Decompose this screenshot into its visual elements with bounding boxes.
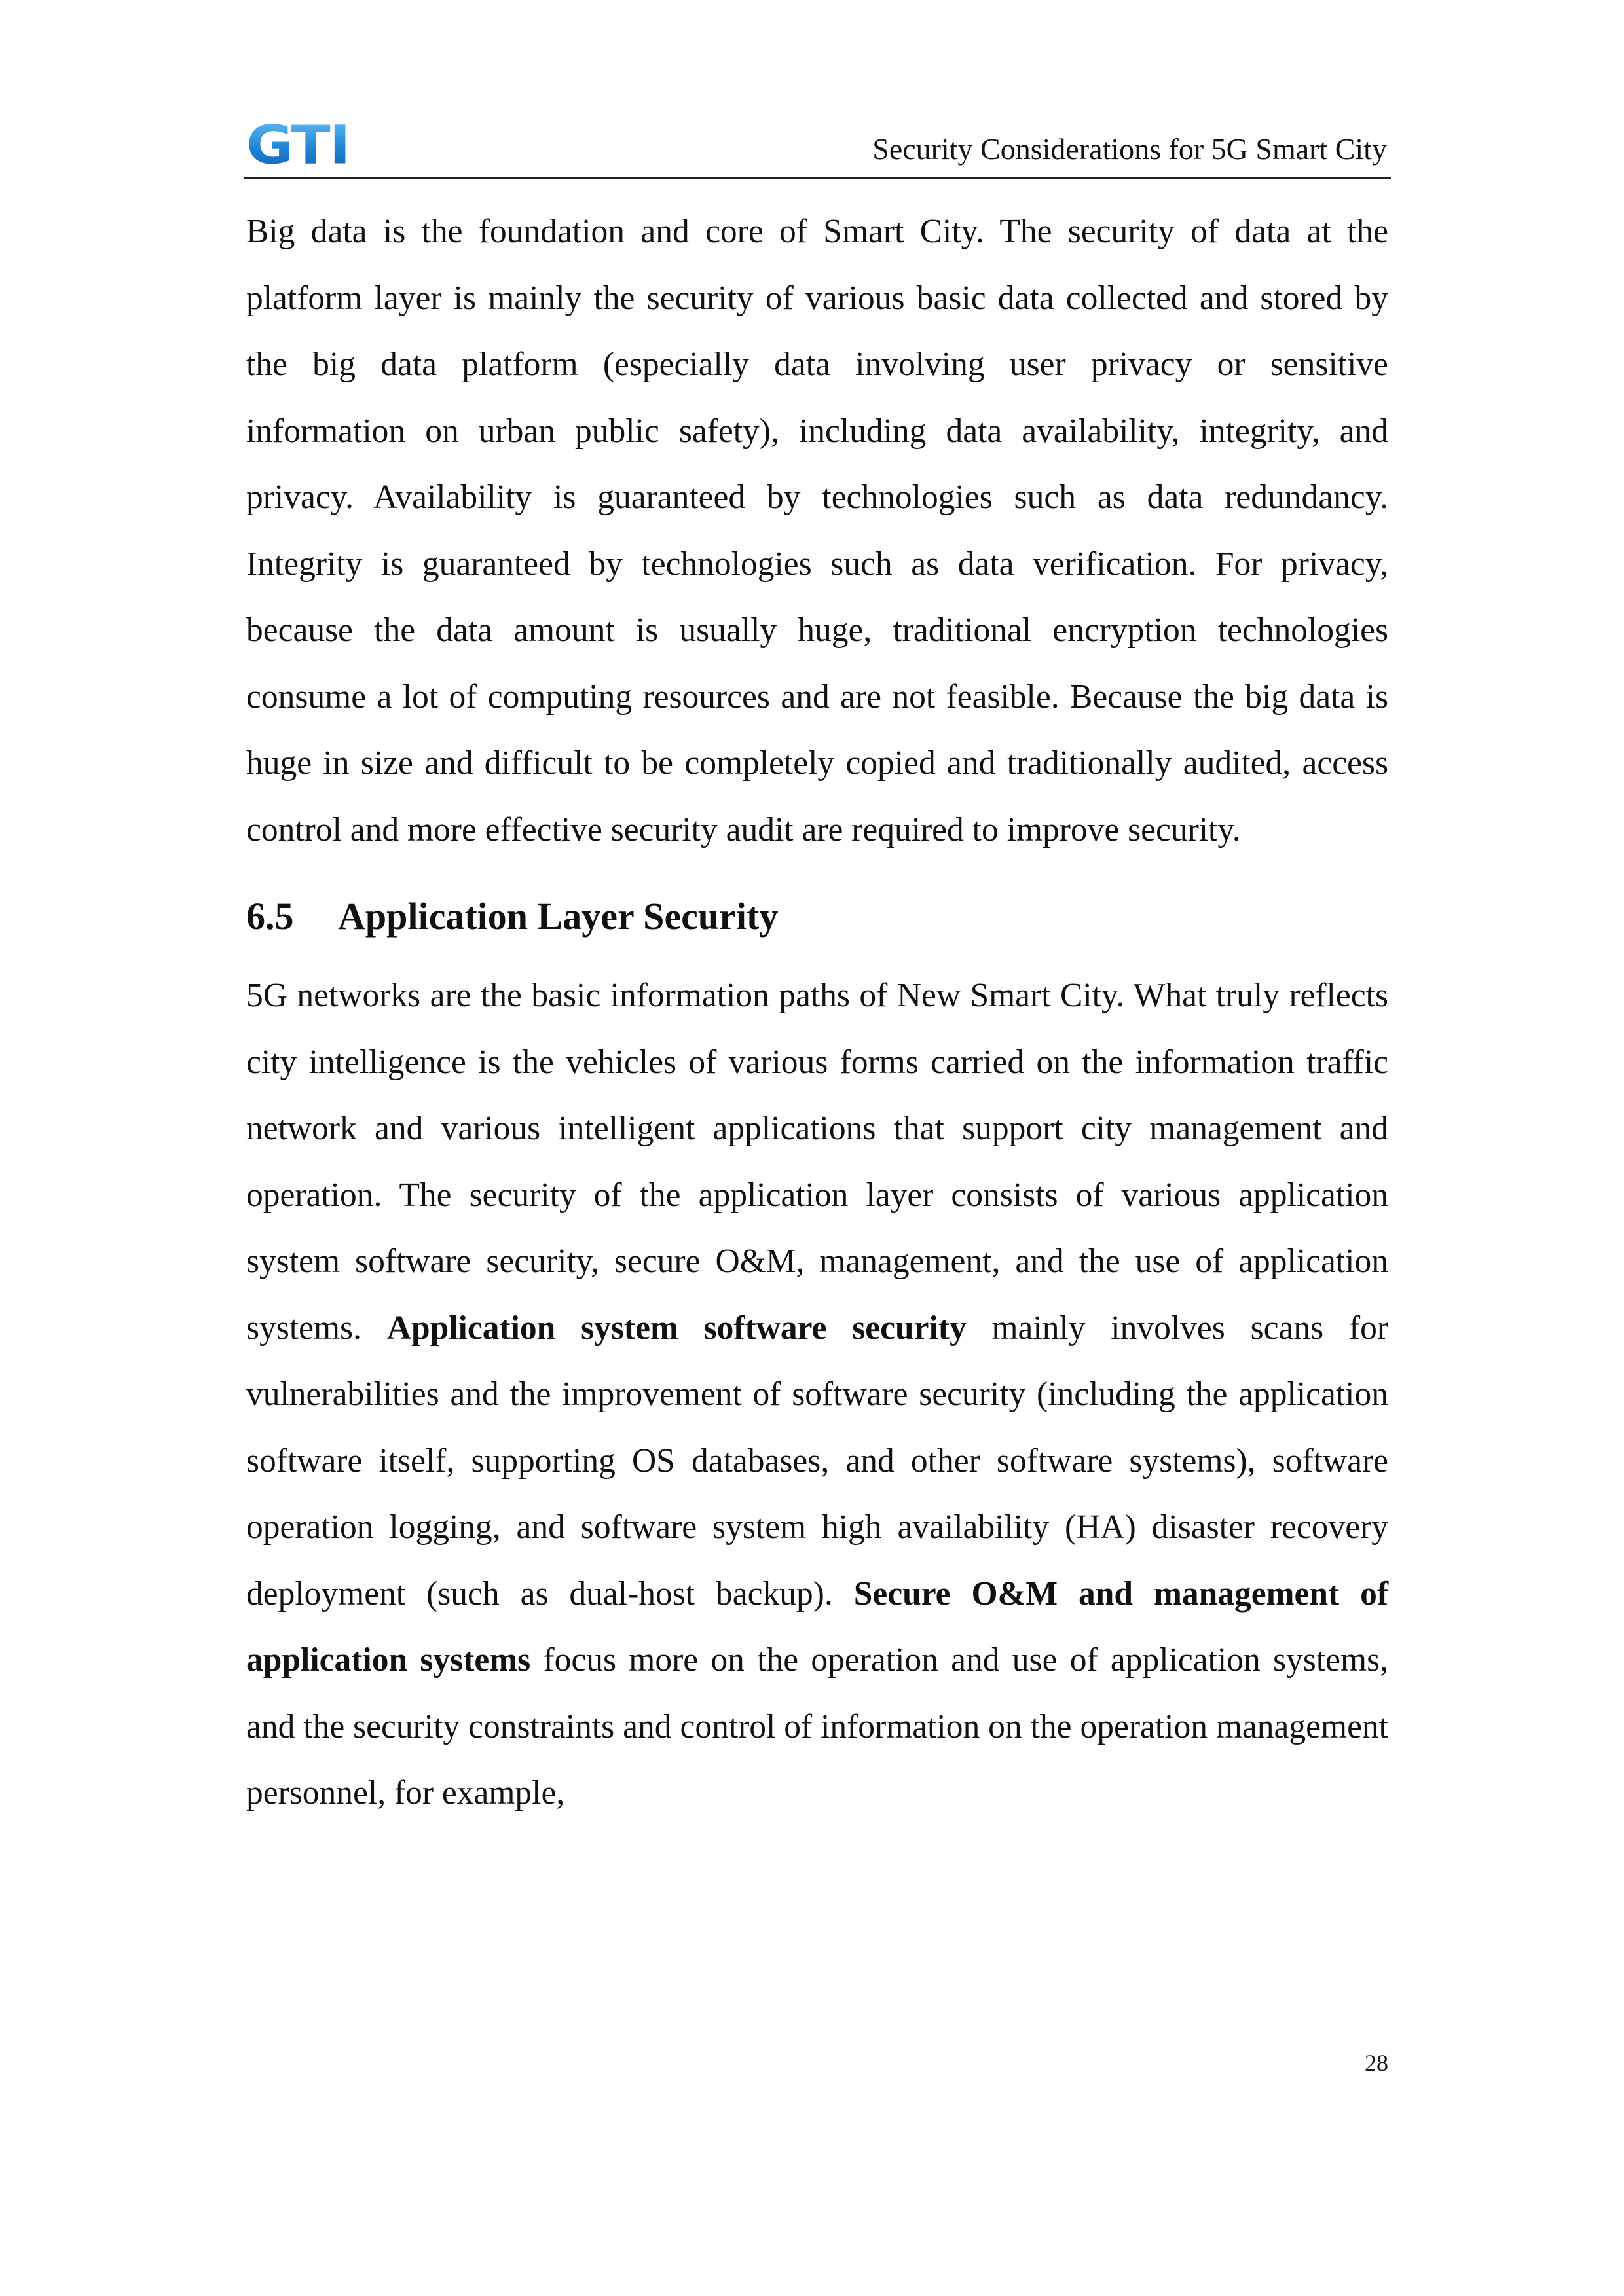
running-header-title: Security Considerations for 5G Smart City <box>872 132 1387 166</box>
paragraph-text-part-3: focus more on the operation and use of application systems, and the security constraints and control of information on the operation management personnel, for example, <box>246 1641 1388 1812</box>
page-number: 28 <box>1365 2050 1388 2076</box>
paragraph-application-layer-security <box>246 962 1388 1827</box>
bold-term-application-software-security: Application system software security <box>386 1309 967 1347</box>
paragraph-text-part-1: 5G networks are the basic information paths of New Smart City. What truly reflects city intelligence is the vehicles of various forms carried on the information traffic network and various intelligent applications that support city management and operation. The security of the application layer consists of various application system software security, secure O&M, management, and the use of application systems. <box>246 977 1388 1347</box>
section-title: Application Layer Security <box>338 895 779 938</box>
paragraph-text-part-2: mainly involves scans for vulnerabilities and the improvement of software security (including the application software itself, supporting OS databases, and other software systems), software operation logging, and software system high availability (HA) disaster recovery deployment (such as dual-host backup). <box>246 1309 1388 1613</box>
section-number: 6.5 <box>246 895 294 938</box>
section-heading <box>246 889 1388 944</box>
gti-logo-text: GTI <box>246 114 350 176</box>
paragraph-platform-data-security: Big data is the foundation and core of Smart City. The security of data at the platform layer is mainly the security of various basic data collected and stored by the big data platform (especially data involving user privacy or sensitive information on urban public safety), including data availability, integrity, and privacy. Availability is guaranteed by technologies such as data redundancy. Integrity is guaranteed by technologies such as data verification. For privacy, because the data amount is usually huge, traditional encryption technologies consume a lot of computing resources and are not feasible. Because the big data is huge in size and difficult to be completely copied and traditionally audited, access control and more effective security audit are required to improve security. <box>246 213 1388 848</box>
header-divider <box>244 177 1391 179</box>
page-header <box>244 111 1391 179</box>
page-body <box>246 198 1388 1827</box>
bold-term-secure-om-management: Secure O&M and management of application systems <box>246 1575 1388 1679</box>
gti-logo <box>246 114 350 176</box>
